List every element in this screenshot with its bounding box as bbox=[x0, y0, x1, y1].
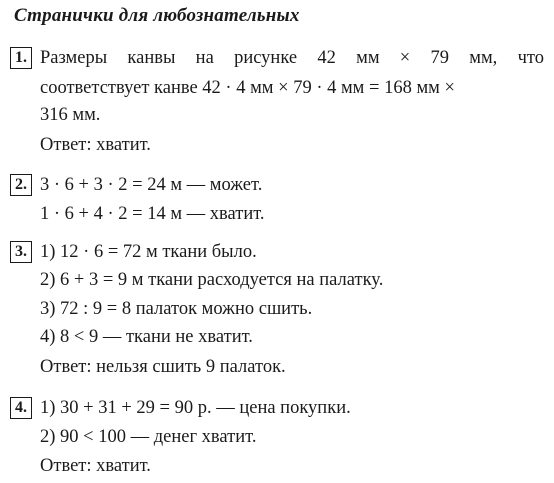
solution-line: 1) 12 · 6 = 72 м ткани было. bbox=[40, 242, 257, 262]
word: мм, bbox=[469, 48, 498, 68]
solution-line: соответствует канве 42 · 4 мм × 79 · 4 мм = 168 мм × bbox=[40, 78, 455, 98]
word: на bbox=[195, 48, 214, 68]
word: × bbox=[399, 48, 411, 68]
problem-number-box: 1. bbox=[10, 47, 32, 69]
solution-line: 1) 30 + 31 + 29 = 90 р. — цена покупки. bbox=[40, 398, 351, 418]
solution-line: 1 · 6 + 4 · 2 = 14 м — хватит. bbox=[40, 204, 265, 224]
word: канвы bbox=[127, 48, 176, 68]
problem-number-box: 3. bbox=[10, 241, 32, 263]
solution-line: 316 мм. bbox=[40, 105, 101, 125]
answer-line: Ответ: нельзя сшить 9 палаток. bbox=[40, 357, 286, 377]
word: Размеры bbox=[40, 48, 108, 68]
solution-line: 2) 6 + 3 = 9 м ткани расходуется на палатку. bbox=[40, 270, 384, 290]
section-heading: Странички для любознательных bbox=[14, 5, 300, 26]
word: 42 bbox=[317, 48, 336, 68]
answer-line: Ответ: хватит. bbox=[40, 135, 151, 155]
word: 79 bbox=[430, 48, 449, 68]
solution-line: 3 · 6 + 3 · 2 = 24 м — может. bbox=[40, 175, 263, 195]
word: что bbox=[517, 48, 544, 68]
word: рисунке bbox=[234, 48, 298, 68]
solution-line: 2) 90 < 100 — денег хватит. bbox=[40, 427, 257, 447]
word: мм bbox=[356, 48, 380, 68]
problem-number-box: 4. bbox=[10, 397, 32, 419]
solution-line: 4) 8 < 9 — ткани не хватит. bbox=[40, 327, 253, 347]
problem-number-box: 2. bbox=[10, 174, 32, 196]
answer-line: Ответ: хватит. bbox=[40, 456, 151, 476]
solution-line: 3) 72 : 9 = 8 палаток можно сшить. bbox=[40, 299, 313, 319]
solution-line bbox=[40, 47, 544, 69]
